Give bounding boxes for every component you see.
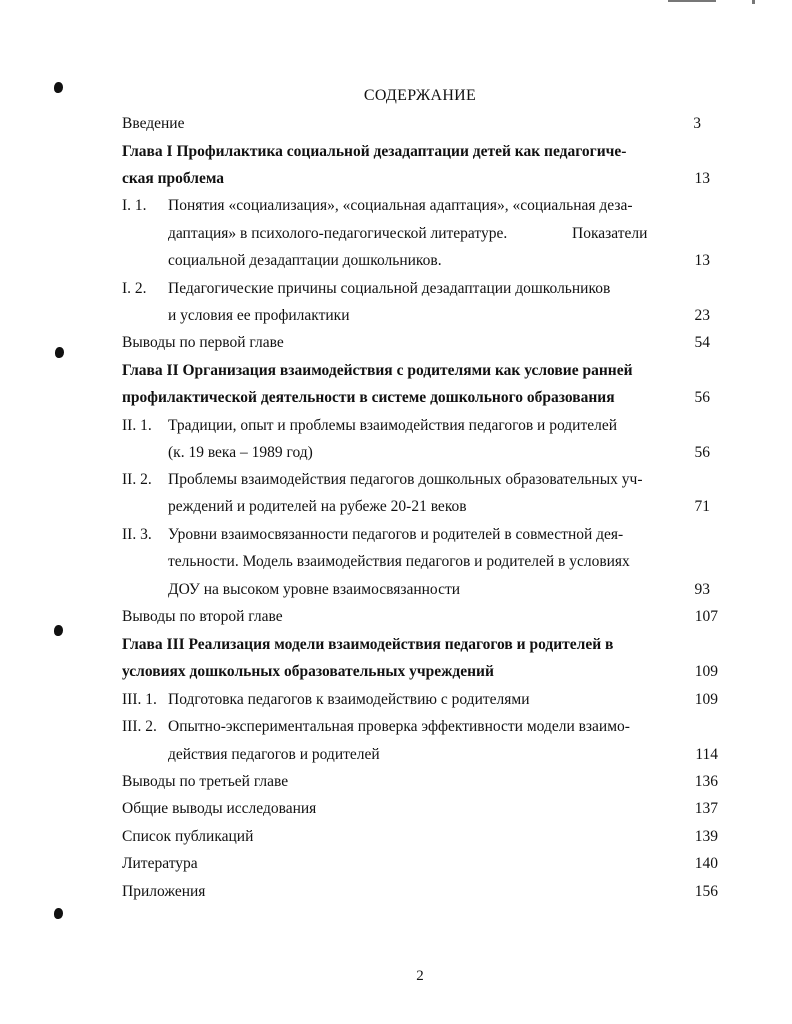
toc-conc2-label: Выводы по второй главе: [122, 608, 283, 625]
toc-ch1-line2: ская проблема: [122, 170, 225, 187]
toc-conc3-page: 136: [694, 773, 718, 790]
toc-s1-2-page: 23: [694, 307, 710, 324]
toc-s2-3-line2: тельности. Модель взаимодействия педагогов и родителей в условиях: [168, 553, 630, 570]
toc-s3-2-number: III. 2.: [122, 718, 157, 735]
toc-s2-3-number: II. 3.: [122, 526, 152, 543]
toc-s3-2-line2: действия педагогов и родителей: [168, 746, 380, 763]
toc-s2-1-number: II. 1.: [122, 417, 152, 434]
toc-conc1-label: Выводы по первой главе: [122, 334, 284, 351]
toc-conc2-page: 107: [694, 608, 718, 625]
toc-conc3-label: Выводы по третьей главе: [122, 773, 289, 790]
toc-s2-2-line1: Проблемы взаимодействия педагогов дошкольных образовательных уч-: [168, 471, 643, 488]
toc-ch2-line1: Глава II Организация взаимодействия с родителями как условие ранней: [122, 362, 633, 379]
toc-ch1-line1: Глава I Профилактика социальной дезадаптации детей как педагогиче-: [122, 143, 627, 160]
page-title: СОДЕРЖАНИЕ: [363, 87, 477, 104]
scan-mark: [668, 0, 716, 2]
toc-s3-1-page: 109: [694, 691, 718, 708]
toc-s1-2-line2: и условия ее профилактики: [168, 307, 350, 324]
toc-general-page: 137: [694, 800, 718, 817]
toc-s2-3-line3: ДОУ на высоком уровне взаимосвязанности: [168, 581, 461, 598]
toc-s2-2-page: 71: [694, 498, 710, 515]
punch-hole-4: [54, 908, 63, 919]
toc-s3-1-line1: Подготовка педагогов к взаимодействию с родителями: [168, 691, 530, 708]
toc-s2-2-number: II. 2.: [122, 471, 152, 488]
toc-ch3-line1: Глава III Реализация модели взаимодействия педагогов и родителей в: [122, 636, 614, 653]
toc-s2-1-line1: Традиции, опыт и проблемы взаимодействия педагогов и родителей: [168, 417, 618, 434]
toc-s1-1-line3: социальной дезадаптации дошкольников.: [168, 252, 442, 269]
toc-ch1-page: 13: [694, 170, 710, 187]
page-number: 2: [416, 968, 424, 984]
toc-s2-3-line1: Уровни взаимосвязанности педагогов и родителей в совместной дея-: [168, 526, 624, 543]
toc-s1-1-line2-end: Показатели: [572, 225, 648, 242]
punch-hole-3: [54, 625, 63, 636]
toc-s2-1-line2: (к. 19 века – 1989 год): [168, 444, 313, 461]
toc-intro-page: 3: [693, 115, 701, 132]
toc-s1-2-number: I. 2.: [122, 280, 147, 297]
toc-s1-1-line1: Понятия «социализация», «социальная адаптация», «социальная деза-: [168, 197, 633, 214]
toc-general-label: Общие выводы исследования: [122, 800, 317, 817]
toc-ch3-line2: условиях дошкольных образовательных учреждений: [122, 663, 494, 680]
toc-ch3-page: 109: [694, 663, 718, 680]
toc-ch2-page: 56: [694, 389, 710, 406]
toc-s1-2-line1: Педагогические причины социальной дезадаптации дошкольников: [168, 280, 611, 297]
toc-conc1-page: 54: [694, 334, 710, 351]
toc-s3-2-line1: Опытно-экспериментальная проверка эффективности модели взаимо-: [168, 718, 630, 735]
toc-intro-label: Введение: [122, 115, 185, 132]
toc-s2-3-page: 93: [694, 581, 710, 598]
toc-app-label: Приложения: [122, 883, 206, 900]
toc-s3-1-number: III. 1.: [122, 691, 157, 708]
toc-s1-1-number: I. 1.: [122, 197, 147, 214]
toc-lit-label: Литература: [122, 855, 198, 872]
toc-app-page: 156: [694, 883, 718, 900]
toc-pubs-label: Список публикаций: [122, 828, 254, 845]
toc-s1-1-line2: даптация» в психолого-педагогической литературе.: [168, 225, 508, 242]
toc-s2-1-page: 56: [694, 444, 710, 461]
toc-lit-page: 140: [694, 855, 718, 872]
toc-pubs-page: 139: [694, 828, 718, 845]
toc-s3-2-page: 114: [695, 746, 718, 763]
toc-s2-2-line2: реждений и родителей на рубеже 20-21 веков: [168, 498, 467, 515]
scan-mark: [752, 0, 755, 4]
punch-hole-2: [55, 347, 64, 358]
toc-s1-1-page: 13: [694, 252, 710, 269]
toc-ch2-line2: профилактической деятельности в системе дошкольного образования: [122, 389, 615, 406]
